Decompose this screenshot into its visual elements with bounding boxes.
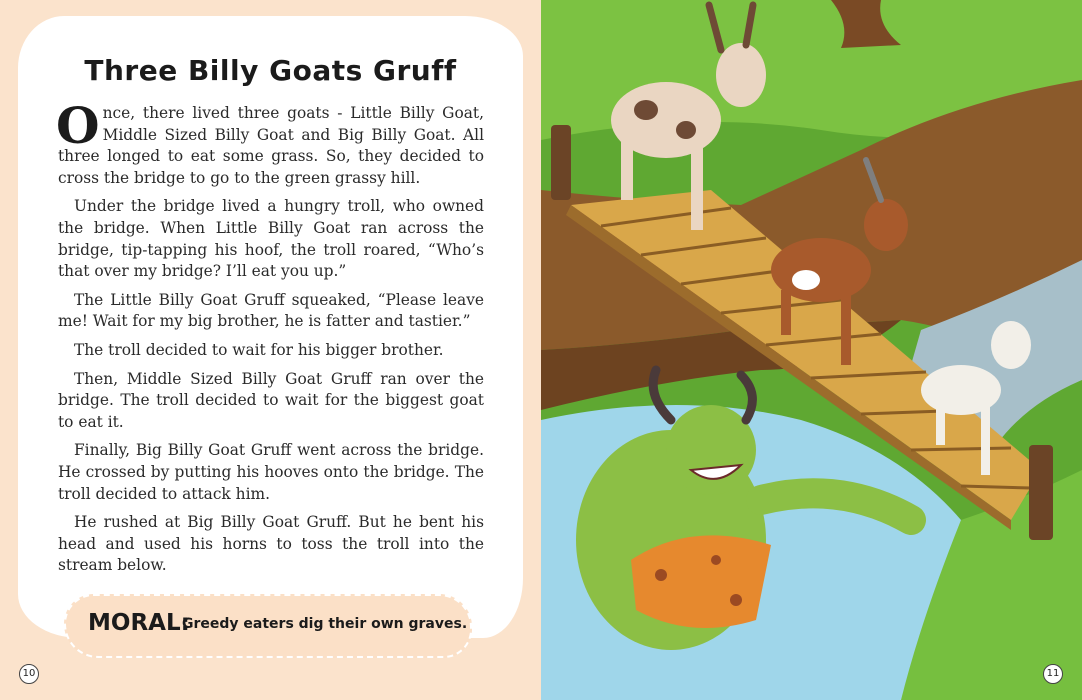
paragraph-1 xyxy=(56,96,484,189)
paragraph-4: The troll decided to wait for his bigger brother. xyxy=(74,340,444,359)
page-number-left: 10 xyxy=(19,664,39,684)
paragraph-7: He rushed at Big Billy Goat Gruff. But he bent his head and used his horns to toss the troll into the stream below. xyxy=(58,513,484,575)
story-illustration xyxy=(541,0,1082,700)
bridge-post-left xyxy=(551,125,571,200)
paragraph-3: The Little Billy Goat Gruff squeaked, “Please leave me! Wait for my big brother, he is fatter and tastier.” xyxy=(58,290,484,331)
moral-box xyxy=(64,594,472,658)
story-body xyxy=(56,96,484,584)
moral-label: MORAL: xyxy=(88,610,190,636)
bridge-post-right xyxy=(1029,445,1053,540)
drop-cap: O xyxy=(56,96,100,155)
paragraph-6: Finally, Big Billy Goat Gruff went across the bridge. He crossed by putting his hooves onto the bridge. The troll decided to attack him. xyxy=(58,441,484,503)
story-title: Three Billy Goats Gruff xyxy=(84,54,457,87)
moral-text: Greedy eaters dig their own graves. xyxy=(182,616,468,632)
paragraph-1-text: nce, there lived three goats - Little Billy Goat, Middle Sized Billy Goat and Big Billy Goat. All three longed to eat some grass. So, they decided to cross the bridge to go to the green grassy hill. xyxy=(58,104,484,187)
paragraph-5: Then, Middle Sized Billy Goat Gruff ran over the bridge. The troll decided to wait for the biggest goat to eat it. xyxy=(58,369,484,431)
page-number-right: 11 xyxy=(1043,664,1063,684)
paragraph-2: Under the bridge lived a hungry troll, who owned the bridge. When Little Billy Goat ran across the bridge, tip-tapping his hoof, the troll roared, “Who’s that over my bridge? I’ll eat you up.” xyxy=(58,197,484,281)
